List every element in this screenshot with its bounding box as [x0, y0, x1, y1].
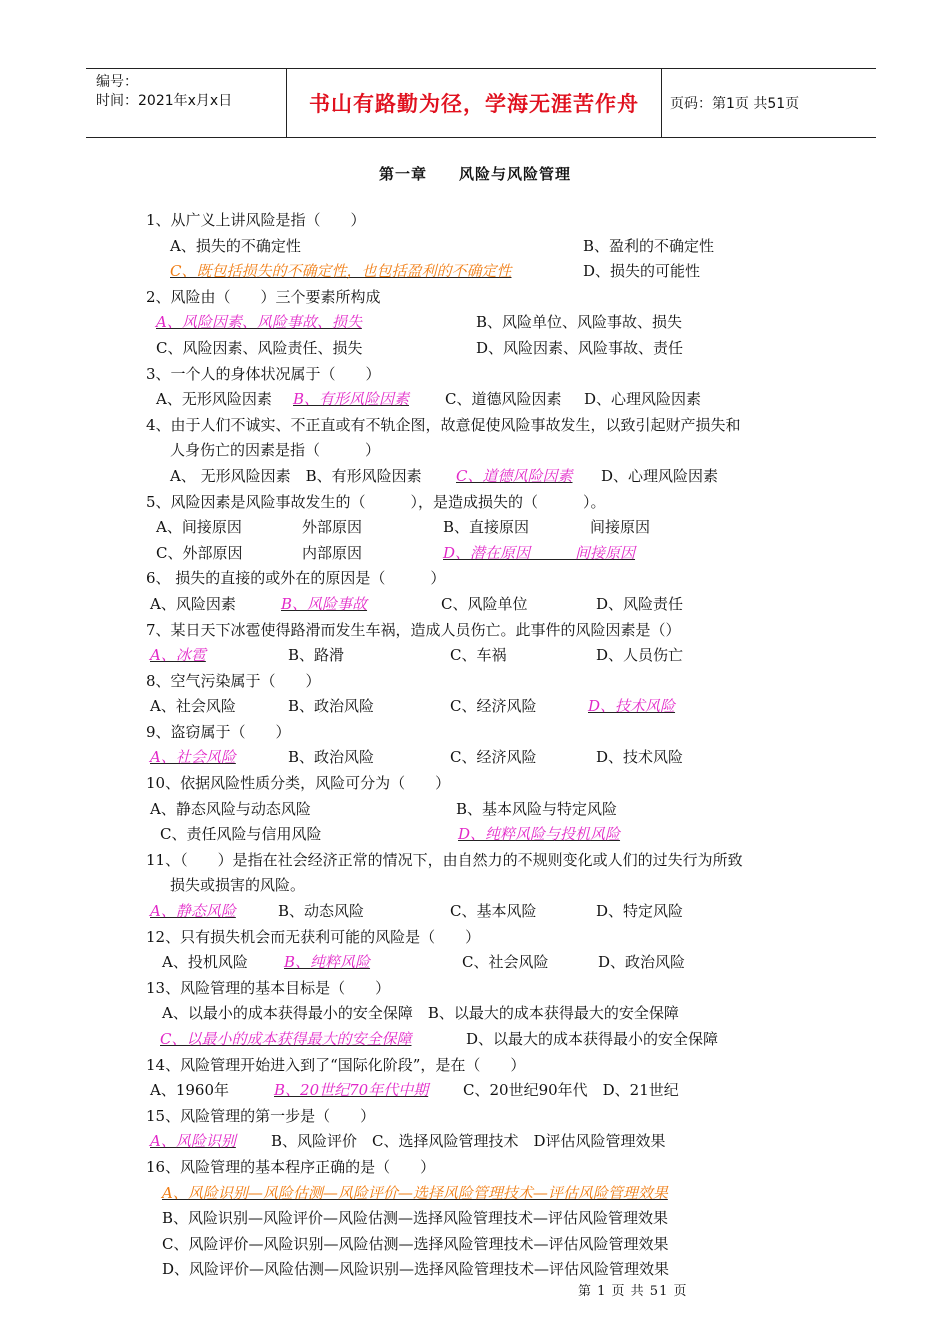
page-footer: 第 1 页 共 51 页	[578, 1284, 688, 1299]
answer-option: B、纯粹风险	[284, 953, 371, 972]
question-text: 间接原因	[590, 518, 651, 537]
question-line	[0, 1257, 950, 1283]
question-line	[0, 1129, 950, 1155]
question-text: 损失或损害的风险。	[170, 876, 306, 895]
question-text: C、社会风险	[462, 953, 549, 972]
question-text: D、技术风险	[596, 748, 684, 767]
header-meta	[86, 69, 286, 137]
question-text: B、风险识别—风险评价—风险估测—选择风险管理技术—评估风险管理效果	[162, 1209, 669, 1228]
question-text: B、政治风险	[288, 697, 375, 716]
question-text: C、基本风险	[450, 902, 537, 921]
chapter-name: 风险与风险管理	[459, 165, 572, 183]
question-line	[0, 797, 950, 823]
question-line	[0, 541, 950, 567]
question-line	[0, 515, 950, 541]
question-line	[0, 643, 950, 669]
question-text: 13、风险管理的基本目标是（ ）	[146, 978, 391, 997]
question-text: C、经济风险	[450, 697, 537, 716]
chapter-number: 第一章	[378, 165, 427, 183]
question-text: B、盈利的不确定性	[583, 236, 715, 255]
question-text: A、 无形风险因素 B、有形风险因素	[170, 466, 422, 485]
document-time-label: 时间：2021年x月x日	[96, 93, 233, 109]
chapter-title	[0, 163, 950, 184]
question-text: A、以最小的成本获得最小的安全保障 B、以最大的成本获得最大的安全保障	[162, 1004, 679, 1023]
question-text: C、风险因素、风险责任、损失	[156, 338, 363, 357]
answer-option: A、风险识别—风险估测—风险评价—选择风险管理技术—评估风险管理效果	[162, 1183, 668, 1202]
answer-option: B、风险事故	[281, 594, 368, 613]
question-text: 外部原因	[302, 518, 363, 537]
question-line	[0, 336, 950, 362]
page-header	[86, 68, 876, 138]
question-line	[0, 259, 950, 285]
question-text: 12、只有损失机会而无获利可能的风险是（ ）	[146, 927, 481, 946]
question-line	[0, 1206, 950, 1232]
question-text: C、经济风险	[450, 748, 537, 767]
question-line	[0, 873, 950, 899]
question-line	[0, 822, 950, 848]
question-text: A、损失的不确定性	[170, 236, 301, 255]
question-line	[0, 771, 950, 797]
question-text: C、责任风险与信用风险	[160, 825, 322, 844]
header-motto: 书山有路勤为径，学海无涯苦作舟	[286, 69, 662, 137]
question-text: 14、风险管理开始进入到了“国际化阶段”，是在（ ）	[146, 1055, 526, 1074]
answer-option: C、既包括损失的不确定性，也包括盈利的不确定性	[170, 262, 512, 281]
question-text: 6、 损失的直接的或外在的原因是（ ）	[146, 569, 446, 588]
question-text: B、直接原因	[443, 518, 530, 537]
question-line	[0, 1001, 950, 1027]
question-text: D、损失的可能性	[583, 262, 701, 281]
question-line	[0, 669, 950, 695]
question-line	[0, 566, 950, 592]
question-text: 7、某日天下冰雹使得路滑而发生车祸，造成人员伤亡。此事件的风险因素是（）	[146, 620, 681, 639]
question-line	[0, 464, 950, 490]
question-text: 内部原因	[302, 543, 363, 562]
answer-option: D、技术风险	[588, 697, 676, 716]
question-line	[0, 848, 950, 874]
question-text: 15、风险管理的第一步是（ ）	[146, 1106, 376, 1125]
question-text: 2、风险由（ ）三个要素所构成	[146, 287, 381, 306]
answer-option: A、风险识别	[150, 1132, 236, 1151]
answer-option: A、风险因素、风险事故、损失	[156, 313, 362, 332]
question-line	[0, 1078, 950, 1104]
answer-option: B、20世纪70年代中期	[274, 1081, 429, 1100]
question-line	[0, 720, 950, 746]
question-text: 10、依据风险性质分类，风险可分为（ ）	[146, 774, 451, 793]
question-line	[0, 490, 950, 516]
question-line	[0, 362, 950, 388]
answer-option: C、以最小的成本获得最大的安全保障	[160, 1030, 412, 1048]
header-page-label: 页码：第1页 共51页	[670, 96, 800, 112]
question-text: C、外部原因	[156, 543, 243, 562]
question-text: C、20世纪90年代 D、21世纪	[463, 1081, 679, 1100]
question-text: 3、一个人的身体状况属于（ ）	[146, 364, 381, 383]
question-text: A、无形风险因素	[156, 390, 272, 409]
question-line	[0, 285, 950, 311]
question-text: 9、盗窃属于（ ）	[146, 722, 291, 741]
question-line	[0, 745, 950, 771]
question-text: D、风险因素、风险事故、责任	[476, 338, 684, 357]
question-text: C、风险评价—风险识别—风险估测—选择风险管理技术—评估风险管理效果	[162, 1234, 669, 1253]
question-text: B、风险单位、风险事故、损失	[476, 313, 683, 332]
question-line	[0, 1181, 950, 1207]
question-text: 16、风险管理的基本程序正确的是（ ）	[146, 1157, 436, 1176]
question-text: 8、空气污染属于（ ）	[146, 671, 321, 690]
answer-option: D、潜在原因 间接原因	[443, 543, 636, 562]
question-list	[0, 208, 950, 1283]
question-text: D、以最大的成本获得最小的安全保障	[466, 1030, 719, 1048]
question-text: B、政治风险	[288, 748, 375, 767]
question-line	[0, 1155, 950, 1181]
question-text: A、风险因素	[150, 594, 236, 613]
question-text: D、心理风险因素	[584, 390, 702, 409]
question-text: 5、风险因素是风险事故发生的（ ），是造成损失的（ ）。	[146, 492, 606, 511]
question-line	[0, 1104, 950, 1130]
question-line	[0, 438, 950, 464]
question-text: 4、由于人们不诚实、不正直或有不轨企图，故意促使风险事故发生，以致引起财产损失和	[146, 415, 741, 434]
question-text: B、路滑	[288, 646, 345, 665]
question-text: A、社会风险	[150, 697, 236, 716]
answer-option: D、纯粹风险与投机风险	[458, 825, 621, 844]
question-text: 1、从广义上讲风险是指（ ）	[146, 211, 366, 229]
question-line	[0, 1232, 950, 1258]
question-text: B、风险评价 C、选择风险管理技术 D评估风险管理效果	[271, 1132, 666, 1151]
answer-option: A、静态风险	[150, 902, 236, 921]
question-text: D、人员伤亡	[596, 646, 684, 665]
question-text: C、风险单位	[441, 594, 528, 613]
question-text: 人身伤亡的因素是指（ ）	[170, 441, 381, 460]
document-number-label: 编号：	[96, 74, 138, 90]
question-text: 11、（ ）是指在社会经济正常的情况下，由自然力的不规则变化或人们的过失行为所致	[146, 850, 743, 869]
question-text: B、基本风险与特定风险	[456, 799, 618, 818]
question-line	[0, 208, 950, 234]
question-line	[0, 976, 950, 1002]
question-line	[0, 310, 950, 336]
answer-option: A、社会风险	[150, 748, 236, 767]
question-text: A、投机风险	[162, 953, 248, 972]
question-line	[0, 387, 950, 413]
answer-option: B、有形风险因素	[293, 390, 410, 409]
question-text: D、心理风险因素	[601, 466, 719, 485]
question-line	[0, 925, 950, 951]
question-line	[0, 1053, 950, 1079]
question-text: D、特定风险	[596, 902, 684, 921]
answer-option: C、道德风险因素	[456, 466, 573, 485]
question-line	[0, 1027, 950, 1053]
question-line	[0, 618, 950, 644]
question-text: A、间接原因	[156, 518, 242, 537]
question-text: D、政治风险	[598, 953, 686, 972]
question-text: B、动态风险	[278, 902, 365, 921]
question-line	[0, 413, 950, 439]
question-text: C、道德风险因素	[445, 390, 562, 409]
question-text: D、风险评价—风险估测—风险识别—选择风险管理技术—评估风险管理效果	[162, 1260, 670, 1279]
question-line	[0, 950, 950, 976]
question-text: A、1960年	[150, 1081, 230, 1100]
question-line	[0, 899, 950, 925]
question-line	[0, 592, 950, 618]
question-text: C、车祸	[450, 646, 507, 665]
answer-option: A、冰雹	[150, 646, 206, 665]
question-text: D、风险责任	[596, 594, 684, 613]
question-text: A、静态风险与动态风险	[150, 799, 311, 818]
question-line	[0, 694, 950, 720]
question-line	[0, 234, 950, 260]
